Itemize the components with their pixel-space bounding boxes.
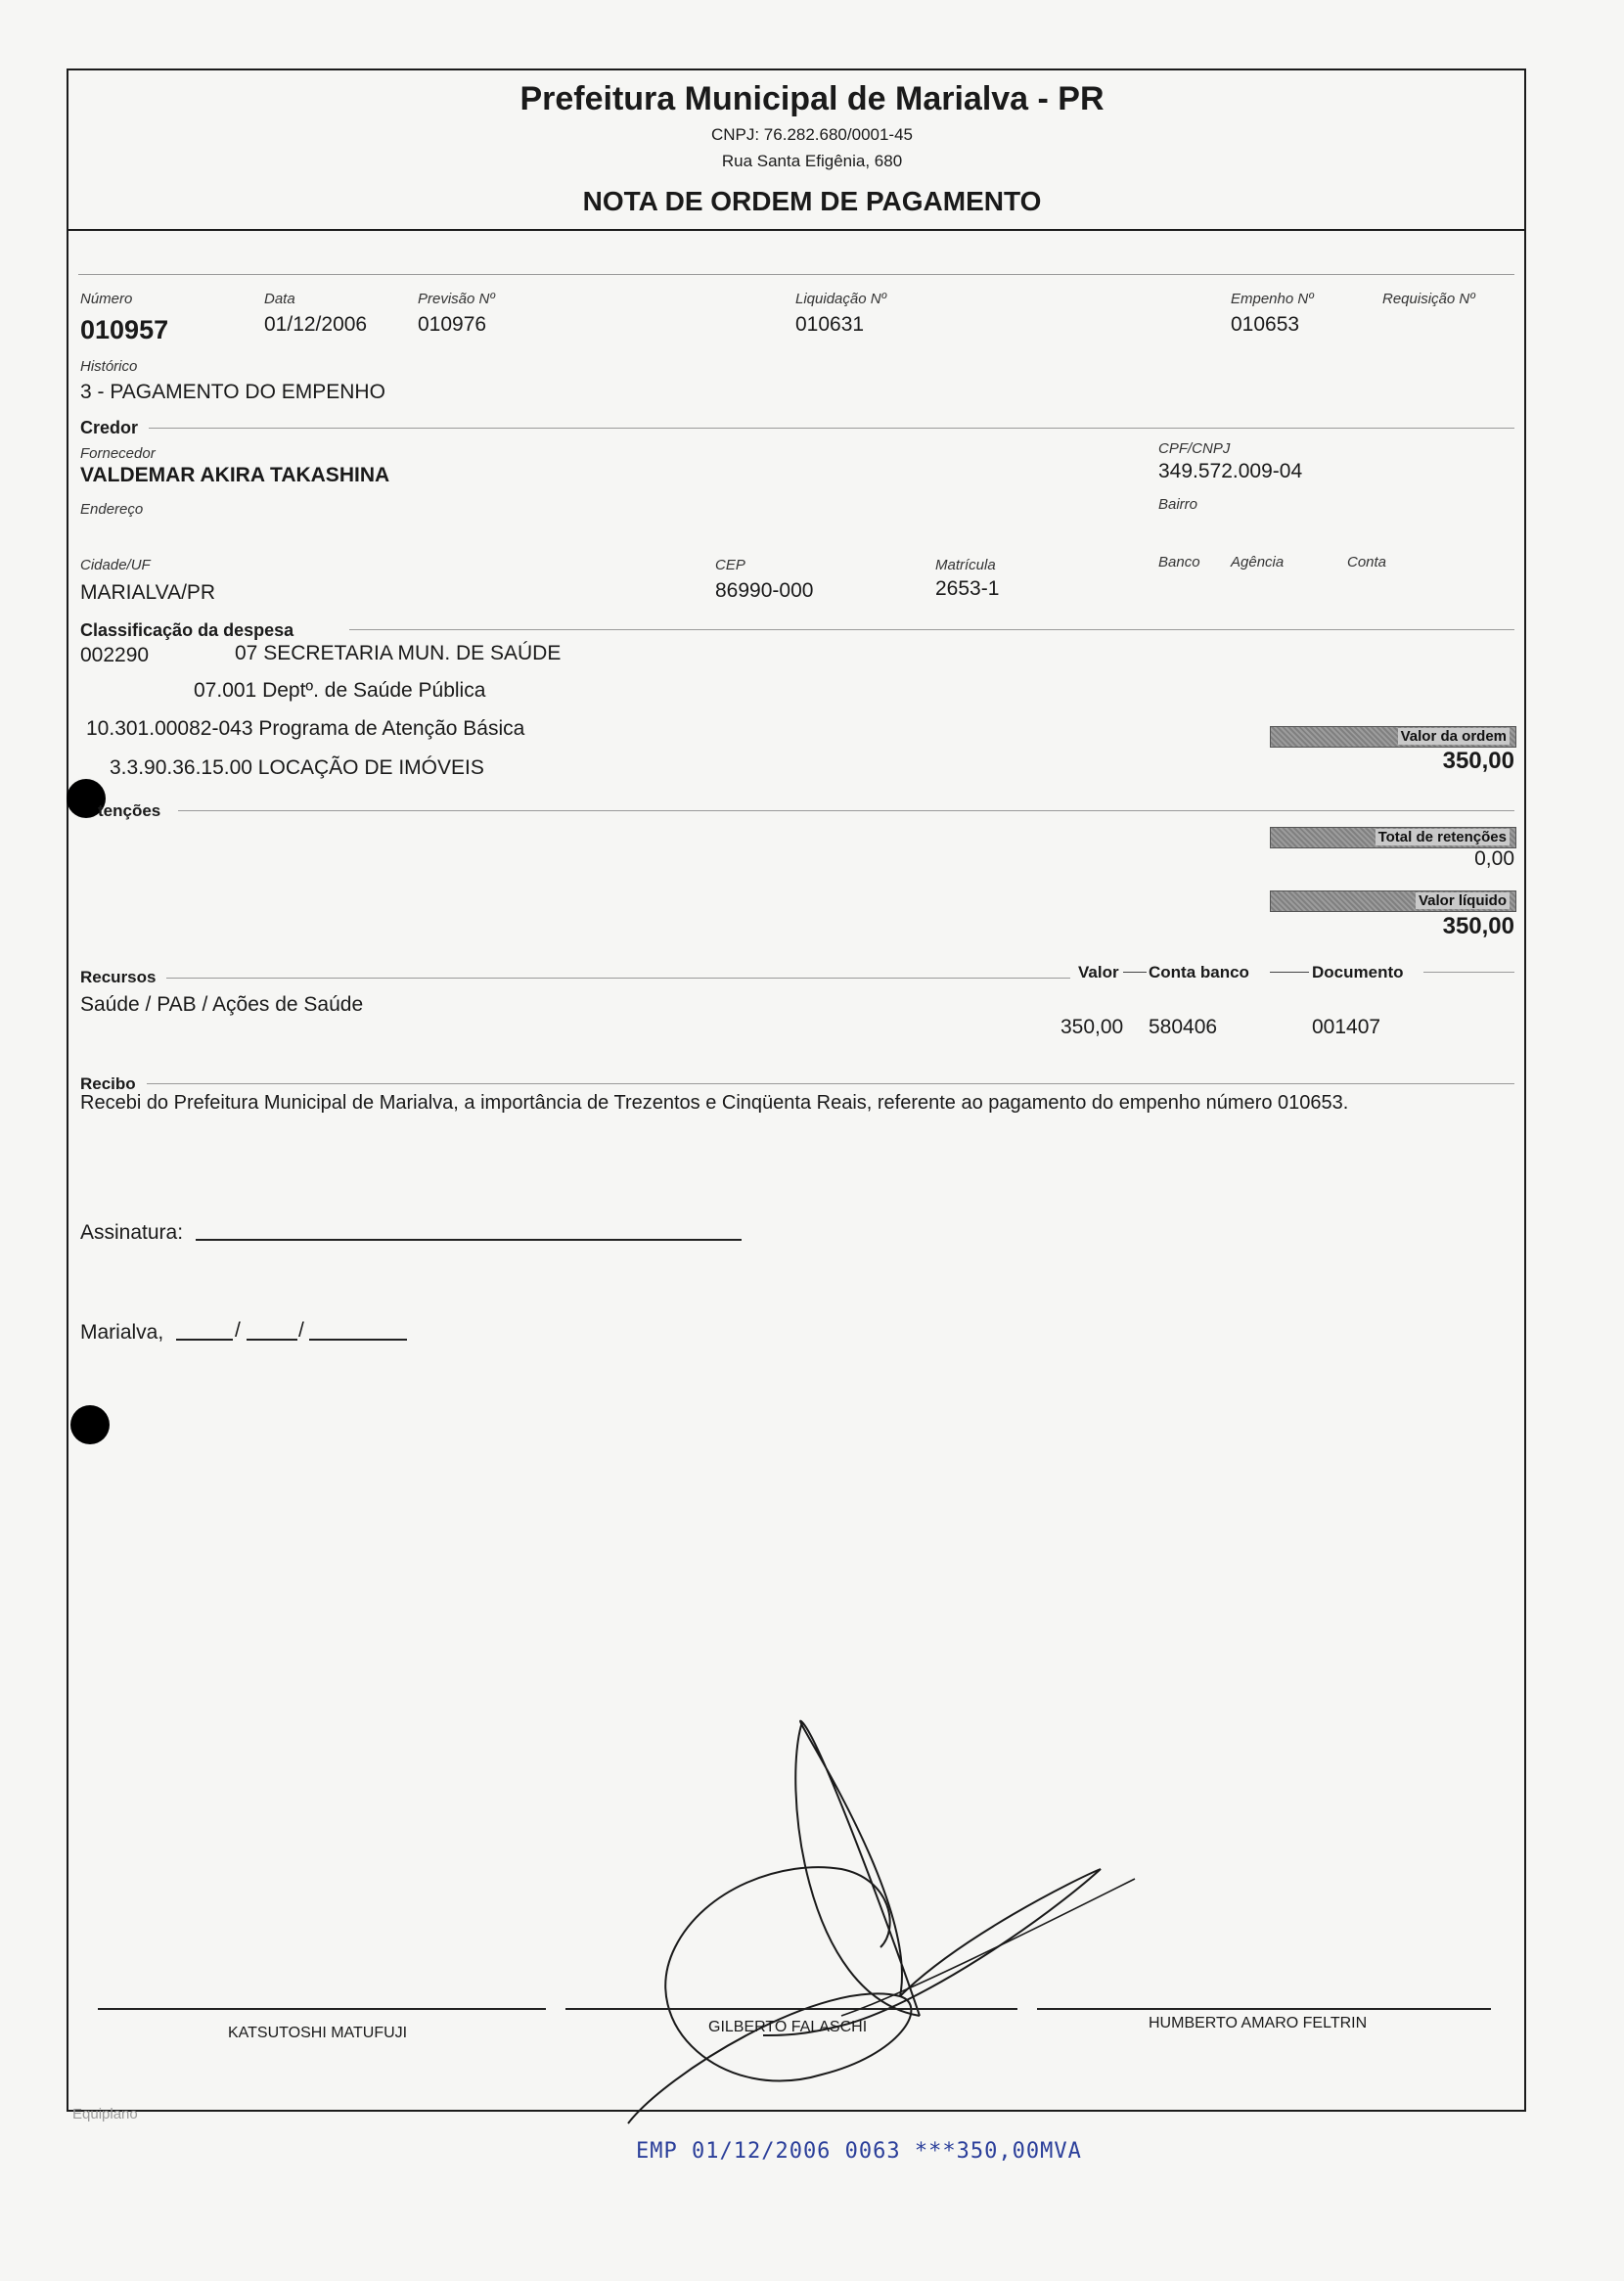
historico-value: 3 - PAGAMENTO DO EMPENHO (80, 381, 385, 403)
recursos-line-3 (1270, 972, 1309, 973)
recursos-valor-label: Valor (1078, 963, 1119, 981)
signature-name-1: KATSUTOSHI MATUFUJI (228, 2025, 408, 2041)
cidade-value: MARIALVA/PR (80, 581, 216, 604)
header-separator (67, 229, 1526, 231)
signature-line-3 (1037, 2008, 1491, 2010)
numero-value: 010957 (80, 315, 169, 344)
valor-liquido-label: Valor líquido (1416, 892, 1510, 909)
credor-line (149, 428, 1514, 429)
recursos-conta-label: Conta banco (1149, 963, 1249, 981)
valor-ordem-bar (1270, 726, 1516, 748)
matricula-label: Matrícula (935, 557, 996, 573)
numero-label: Número (80, 291, 133, 307)
signature-name-2: GILBERTO FALASCHI (708, 2019, 868, 2035)
recursos-section-title: Recursos (80, 968, 157, 986)
cep-value: 86990-000 (715, 579, 814, 602)
retencoes-section-title: tenções (98, 801, 161, 820)
cpf-label: CPF/CNPJ (1158, 440, 1231, 457)
empenho-label: Empenho Nº (1231, 291, 1314, 307)
document-title: NOTA DE ORDEM DE PAGAMENTO (582, 186, 1042, 216)
recursos-conta: 580406 (1149, 1016, 1218, 1038)
empenho-value: 010653 (1231, 313, 1300, 336)
classificacao-section-title: Classificação da despesa (80, 620, 294, 640)
fornecedor-label: Fornecedor (80, 445, 156, 462)
data-value: 01/12/2006 (264, 313, 368, 336)
signature-name-3: HUMBERTO AMARO FELTRIN (1149, 2015, 1368, 2031)
liquidacao-label: Liquidação Nº (795, 291, 887, 307)
requisicao-label: Requisição Nº (1382, 291, 1475, 307)
matricula-value: 2653-1 (935, 577, 1000, 600)
credor-section-title: Credor (80, 418, 139, 437)
prefeitura-title: Prefeitura Municipal de Marialva - PR (519, 80, 1105, 117)
date-blank-day (176, 1339, 233, 1341)
agencia-label: Agência (1231, 554, 1285, 570)
data-label: Data (264, 291, 295, 307)
recibo-texto: Recebi do Prefeitura Municipal de Marialva, a importância de Trezentos e Cinqüenta Reais, referente ao pagamento do empenho número 010653. (80, 1092, 1349, 1114)
assinatura-line (196, 1239, 742, 1241)
valor-ordem-value: 350,00 (1442, 748, 1514, 774)
cpf-value: 349.572.009-04 (1158, 460, 1303, 482)
address-text: Rua Santa Efigênia, 680 (721, 152, 903, 170)
secretaria-value: 07 SECRETARIA MUN. DE SAÚDE (235, 642, 562, 664)
info-top-line (78, 274, 1514, 275)
elemento-value: 3.3.90.36.15.00 LOCAÇÃO DE IMÓVEIS (110, 756, 484, 779)
assinatura-label: Assinatura: (80, 1221, 184, 1244)
programa-value: 10.301.00082-043 Programa de Atenção Básica (86, 717, 525, 740)
previsao-value: 010976 (418, 313, 487, 336)
endereco-label: Endereço (80, 501, 144, 518)
recursos-line-2 (1123, 972, 1147, 973)
departamento-value: 07.001 Deptº. de Saúde Pública (194, 679, 486, 702)
recibo-line (147, 1083, 1514, 1084)
recursos-line-4 (1423, 972, 1514, 973)
cidade-label: Cidade/UF (80, 557, 151, 573)
cep-label: CEP (715, 557, 745, 573)
local-data-label: Marialva, (80, 1321, 164, 1344)
punch-hole-bottom (70, 1405, 110, 1444)
date-slash-2: / (298, 1319, 304, 1342)
bairro-label: Bairro (1158, 496, 1198, 513)
valor-ordem-label: Valor da ordem (1398, 728, 1510, 745)
total-retencoes-value: 0,00 (1474, 847, 1514, 870)
total-retencoes-bar (1270, 827, 1516, 848)
classificacao-line (349, 629, 1514, 630)
retencoes-line (178, 810, 1514, 811)
valor-liquido-bar (1270, 890, 1516, 912)
classificacao-code: 002290 (80, 644, 150, 666)
conta-label: Conta (1347, 554, 1387, 570)
recursos-documento-label: Documento (1312, 963, 1404, 981)
recursos-valor: 350,00 (1060, 1016, 1124, 1038)
total-retencoes-label: Total de retenções (1376, 829, 1510, 845)
date-slash-1: / (235, 1319, 241, 1342)
historico-label: Histórico (80, 358, 138, 375)
date-blank-month (247, 1339, 297, 1341)
banco-label: Banco (1158, 554, 1200, 570)
previsao-label: Previsão Nº (418, 291, 495, 307)
recursos-documento: 001407 (1312, 1016, 1381, 1038)
signature-line-2 (565, 2008, 1017, 2010)
bank-stamp: EMP 01/12/2006 0063 ***350,00MVA (636, 2139, 1082, 2164)
signature-line-1 (98, 2008, 546, 2010)
recursos-line-1 (166, 978, 1070, 979)
cnpj-text: CNPJ: 76.282.680/0001-45 (710, 125, 914, 144)
handwritten-signature (607, 1703, 1154, 2133)
software-watermark: Equiplano (72, 2106, 138, 2122)
liquidacao-value: 010631 (795, 313, 865, 336)
valor-liquido-value: 350,00 (1442, 913, 1514, 939)
fornecedor-value: VALDEMAR AKIRA TAKASHINA (80, 464, 390, 486)
recibo-section-title: Recibo (80, 1074, 136, 1093)
recursos-descricao: Saúde / PAB / Ações de Saúde (80, 993, 364, 1016)
date-blank-year (309, 1339, 407, 1341)
